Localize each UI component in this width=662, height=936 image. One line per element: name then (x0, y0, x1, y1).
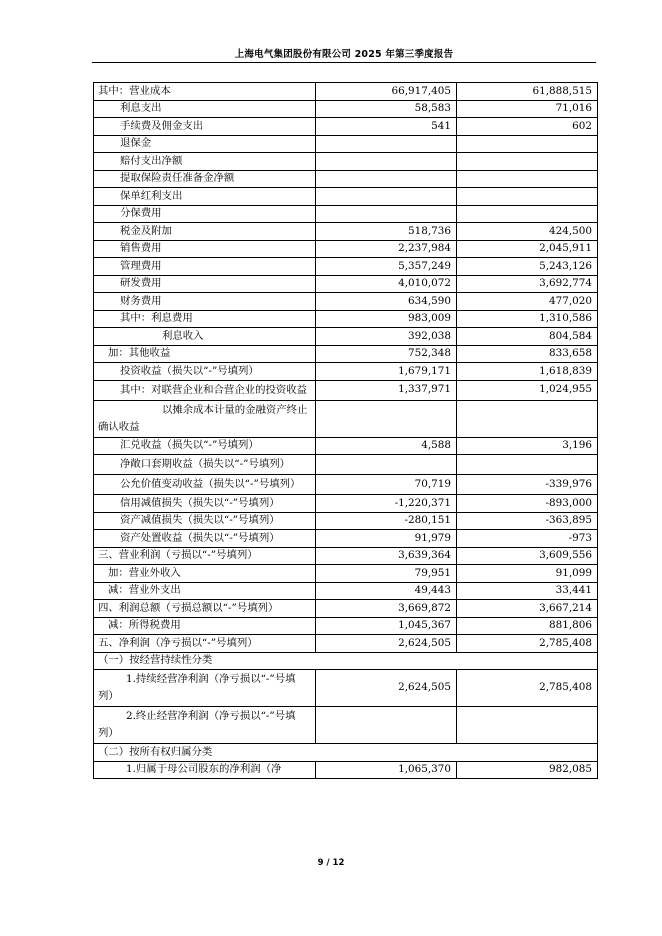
prior-period-value: 3,692,774 (457, 275, 598, 293)
current-period-value: 5,357,249 (316, 258, 457, 276)
current-period-value: -1,220,371 (316, 495, 457, 513)
row-label: 加：其他收益 (94, 345, 316, 363)
table-row (94, 455, 598, 475)
row-label: 汇兑收益（损失以“-”号填列） (94, 437, 316, 455)
table-row (94, 475, 598, 495)
prior-period-value (457, 707, 598, 744)
current-period-value: 518,736 (316, 223, 457, 241)
table-row (94, 530, 598, 548)
prior-period-value: 3,667,214 (457, 600, 598, 618)
current-period-value: 49,443 (316, 582, 457, 600)
row-label: 退保金 (94, 135, 316, 153)
current-period-value: 2,624,505 (316, 670, 457, 707)
row-label: 管理费用 (94, 258, 316, 276)
prior-period-value (457, 153, 598, 171)
prior-period-value (457, 135, 598, 153)
current-period-value: 91,979 (316, 530, 457, 548)
prior-period-value (457, 455, 598, 475)
current-period-value (316, 188, 457, 206)
prior-period-value (457, 170, 598, 188)
income-statement-body (94, 83, 598, 779)
current-period-value: 392,038 (316, 328, 457, 346)
prior-period-value: -363,895 (457, 512, 598, 530)
prior-period-value: 1,618,839 (457, 363, 598, 381)
row-label: 2.终止经营净利润（净亏损以“-”号填列） (94, 707, 316, 744)
prior-period-value: 61,888,515 (457, 83, 598, 101)
table-row (94, 275, 598, 293)
row-label: 税金及附加 (94, 223, 316, 241)
table-row (94, 400, 598, 437)
prior-period-value: 3,609,556 (457, 547, 598, 565)
prior-period-value: -973 (457, 530, 598, 548)
table-row (94, 707, 598, 744)
prior-period-value: 602 (457, 118, 598, 136)
table-row (94, 582, 598, 600)
current-period-value: 3,639,364 (316, 547, 457, 565)
row-label: 三、营业利润（亏损以“-”号填列） (94, 547, 316, 565)
report-header-title: 上海电气集团股份有限公司 2025 年第三季度报告 (234, 49, 454, 60)
row-label: 手续费及佣金支出 (94, 118, 316, 136)
prior-period-value (457, 205, 598, 223)
table-row (94, 547, 598, 565)
row-label: 加：营业外收入 (94, 565, 316, 583)
table-row (94, 565, 598, 583)
table-row (94, 135, 598, 153)
current-period-value: 4,010,072 (316, 275, 457, 293)
row-label: （二）按所有权归属分类 (94, 744, 598, 762)
table-row (94, 310, 598, 328)
current-period-value (316, 205, 457, 223)
row-label: 公允价值变动收益（损失以“-”号填列） (94, 475, 316, 495)
table-row (94, 363, 598, 381)
row-label: 1.归属于母公司股东的净利润（净 (94, 761, 316, 779)
current-period-value (316, 170, 457, 188)
row-label: 净敞口套期收益（损失以“-”号填列） (94, 455, 316, 475)
row-label: 资产处置收益（损失以“-”号填列） (94, 530, 316, 548)
row-label: 利息收入 (94, 328, 316, 346)
row-label: 财务费用 (94, 293, 316, 311)
current-period-value (316, 455, 457, 475)
current-period-value: 3,669,872 (316, 600, 457, 618)
table-row (94, 495, 598, 513)
current-period-value: 4,588 (316, 437, 457, 455)
current-period-value: 1,679,171 (316, 363, 457, 381)
row-label: 保单红利支出 (94, 188, 316, 206)
row-label: 其中：利息费用 (94, 310, 316, 328)
prior-period-value: 833,658 (457, 345, 598, 363)
row-label: 减：所得税费用 (94, 617, 316, 635)
row-label: 减：营业外支出 (94, 582, 316, 600)
table-row (94, 205, 598, 223)
table-row (94, 258, 598, 276)
prior-period-value: 477,020 (457, 293, 598, 311)
row-label: 分保费用 (94, 205, 316, 223)
row-label: 1.持续经营净利润（净亏损以“-”号填列） (94, 670, 316, 707)
prior-period-value: 33,441 (457, 582, 598, 600)
table-row (94, 240, 598, 258)
prior-period-value: 5,243,126 (457, 258, 598, 276)
table-row (94, 223, 598, 241)
current-period-value: 2,624,505 (316, 635, 457, 653)
table-row (94, 153, 598, 171)
row-label: 五、净利润（净亏损以“-”号填列） (94, 635, 316, 653)
row-label: 信用减值损失（损失以“-”号填列） (94, 495, 316, 513)
row-label: 资产减值损失（损失以“-”号填列） (94, 512, 316, 530)
prior-period-value: 881,806 (457, 617, 598, 635)
row-label: 销售费用 (94, 240, 316, 258)
current-period-value: 1,065,370 (316, 761, 457, 779)
prior-period-value: -893,000 (457, 495, 598, 513)
table-row (94, 761, 598, 779)
table-row (94, 83, 598, 101)
income-statement-table (93, 82, 598, 779)
table-row (94, 293, 598, 311)
prior-period-value: 2,785,408 (457, 635, 598, 653)
prior-period-value: 3,196 (457, 437, 598, 455)
prior-period-value (457, 188, 598, 206)
prior-period-value (457, 400, 598, 437)
current-period-value: 752,348 (316, 345, 457, 363)
row-label: 投资收益（损失以“-”号填列） (94, 363, 316, 381)
current-period-value: 541 (316, 118, 457, 136)
prior-period-value: 804,584 (457, 328, 598, 346)
prior-period-value: 91,099 (457, 565, 598, 583)
table-row (94, 328, 598, 346)
table-row (94, 744, 598, 762)
row-label: 四、利润总额（亏损总额以“-”号填列） (94, 600, 316, 618)
current-period-value (316, 153, 457, 171)
current-period-value: 58,583 (316, 100, 457, 118)
table-row (94, 345, 598, 363)
table-row (94, 118, 598, 136)
table-row (94, 652, 598, 670)
row-label: 利息支出 (94, 100, 316, 118)
table-row (94, 100, 598, 118)
prior-period-value: 2,785,408 (457, 670, 598, 707)
current-period-value: 66,917,405 (316, 83, 457, 101)
table-row (94, 617, 598, 635)
row-label: （一）按经营持续性分类 (94, 652, 598, 670)
row-label: 研发费用 (94, 275, 316, 293)
current-period-value (316, 135, 457, 153)
prior-period-value: 1,310,586 (457, 310, 598, 328)
row-label: 以摊余成本计量的金融资产终止确认收益 (94, 400, 316, 437)
row-label: 其中：对联营企业和合营企业的投资收益 (94, 380, 316, 400)
row-label: 提取保险责任准备金净额 (94, 170, 316, 188)
current-period-value: 983,009 (316, 310, 457, 328)
prior-period-value: 424,500 (457, 223, 598, 241)
current-period-value: 1,337,971 (316, 380, 457, 400)
row-label: 其中：营业成本 (94, 83, 316, 101)
current-period-value: 2,237,984 (316, 240, 457, 258)
current-period-value (316, 400, 457, 437)
prior-period-value: 2,045,911 (457, 240, 598, 258)
prior-period-value: 982,085 (457, 761, 598, 779)
current-period-value: 1,045,367 (316, 617, 457, 635)
table-row (94, 670, 598, 707)
prior-period-value: 71,016 (457, 100, 598, 118)
table-row (94, 635, 598, 653)
current-period-value: -280,151 (316, 512, 457, 530)
current-period-value: 634,590 (316, 293, 457, 311)
row-label: 赔付支出净额 (94, 153, 316, 171)
current-period-value: 70,719 (316, 475, 457, 495)
table-row (94, 188, 598, 206)
table-row (94, 170, 598, 188)
table-row (94, 512, 598, 530)
prior-period-value: -339,976 (457, 475, 598, 495)
current-period-value (316, 707, 457, 744)
prior-period-value: 1,024,955 (457, 380, 598, 400)
header-divider (92, 62, 596, 63)
table-row (94, 380, 598, 400)
page-number: 9 / 12 (317, 858, 345, 868)
table-row (94, 437, 598, 455)
current-period-value: 79,951 (316, 565, 457, 583)
table-row (94, 600, 598, 618)
